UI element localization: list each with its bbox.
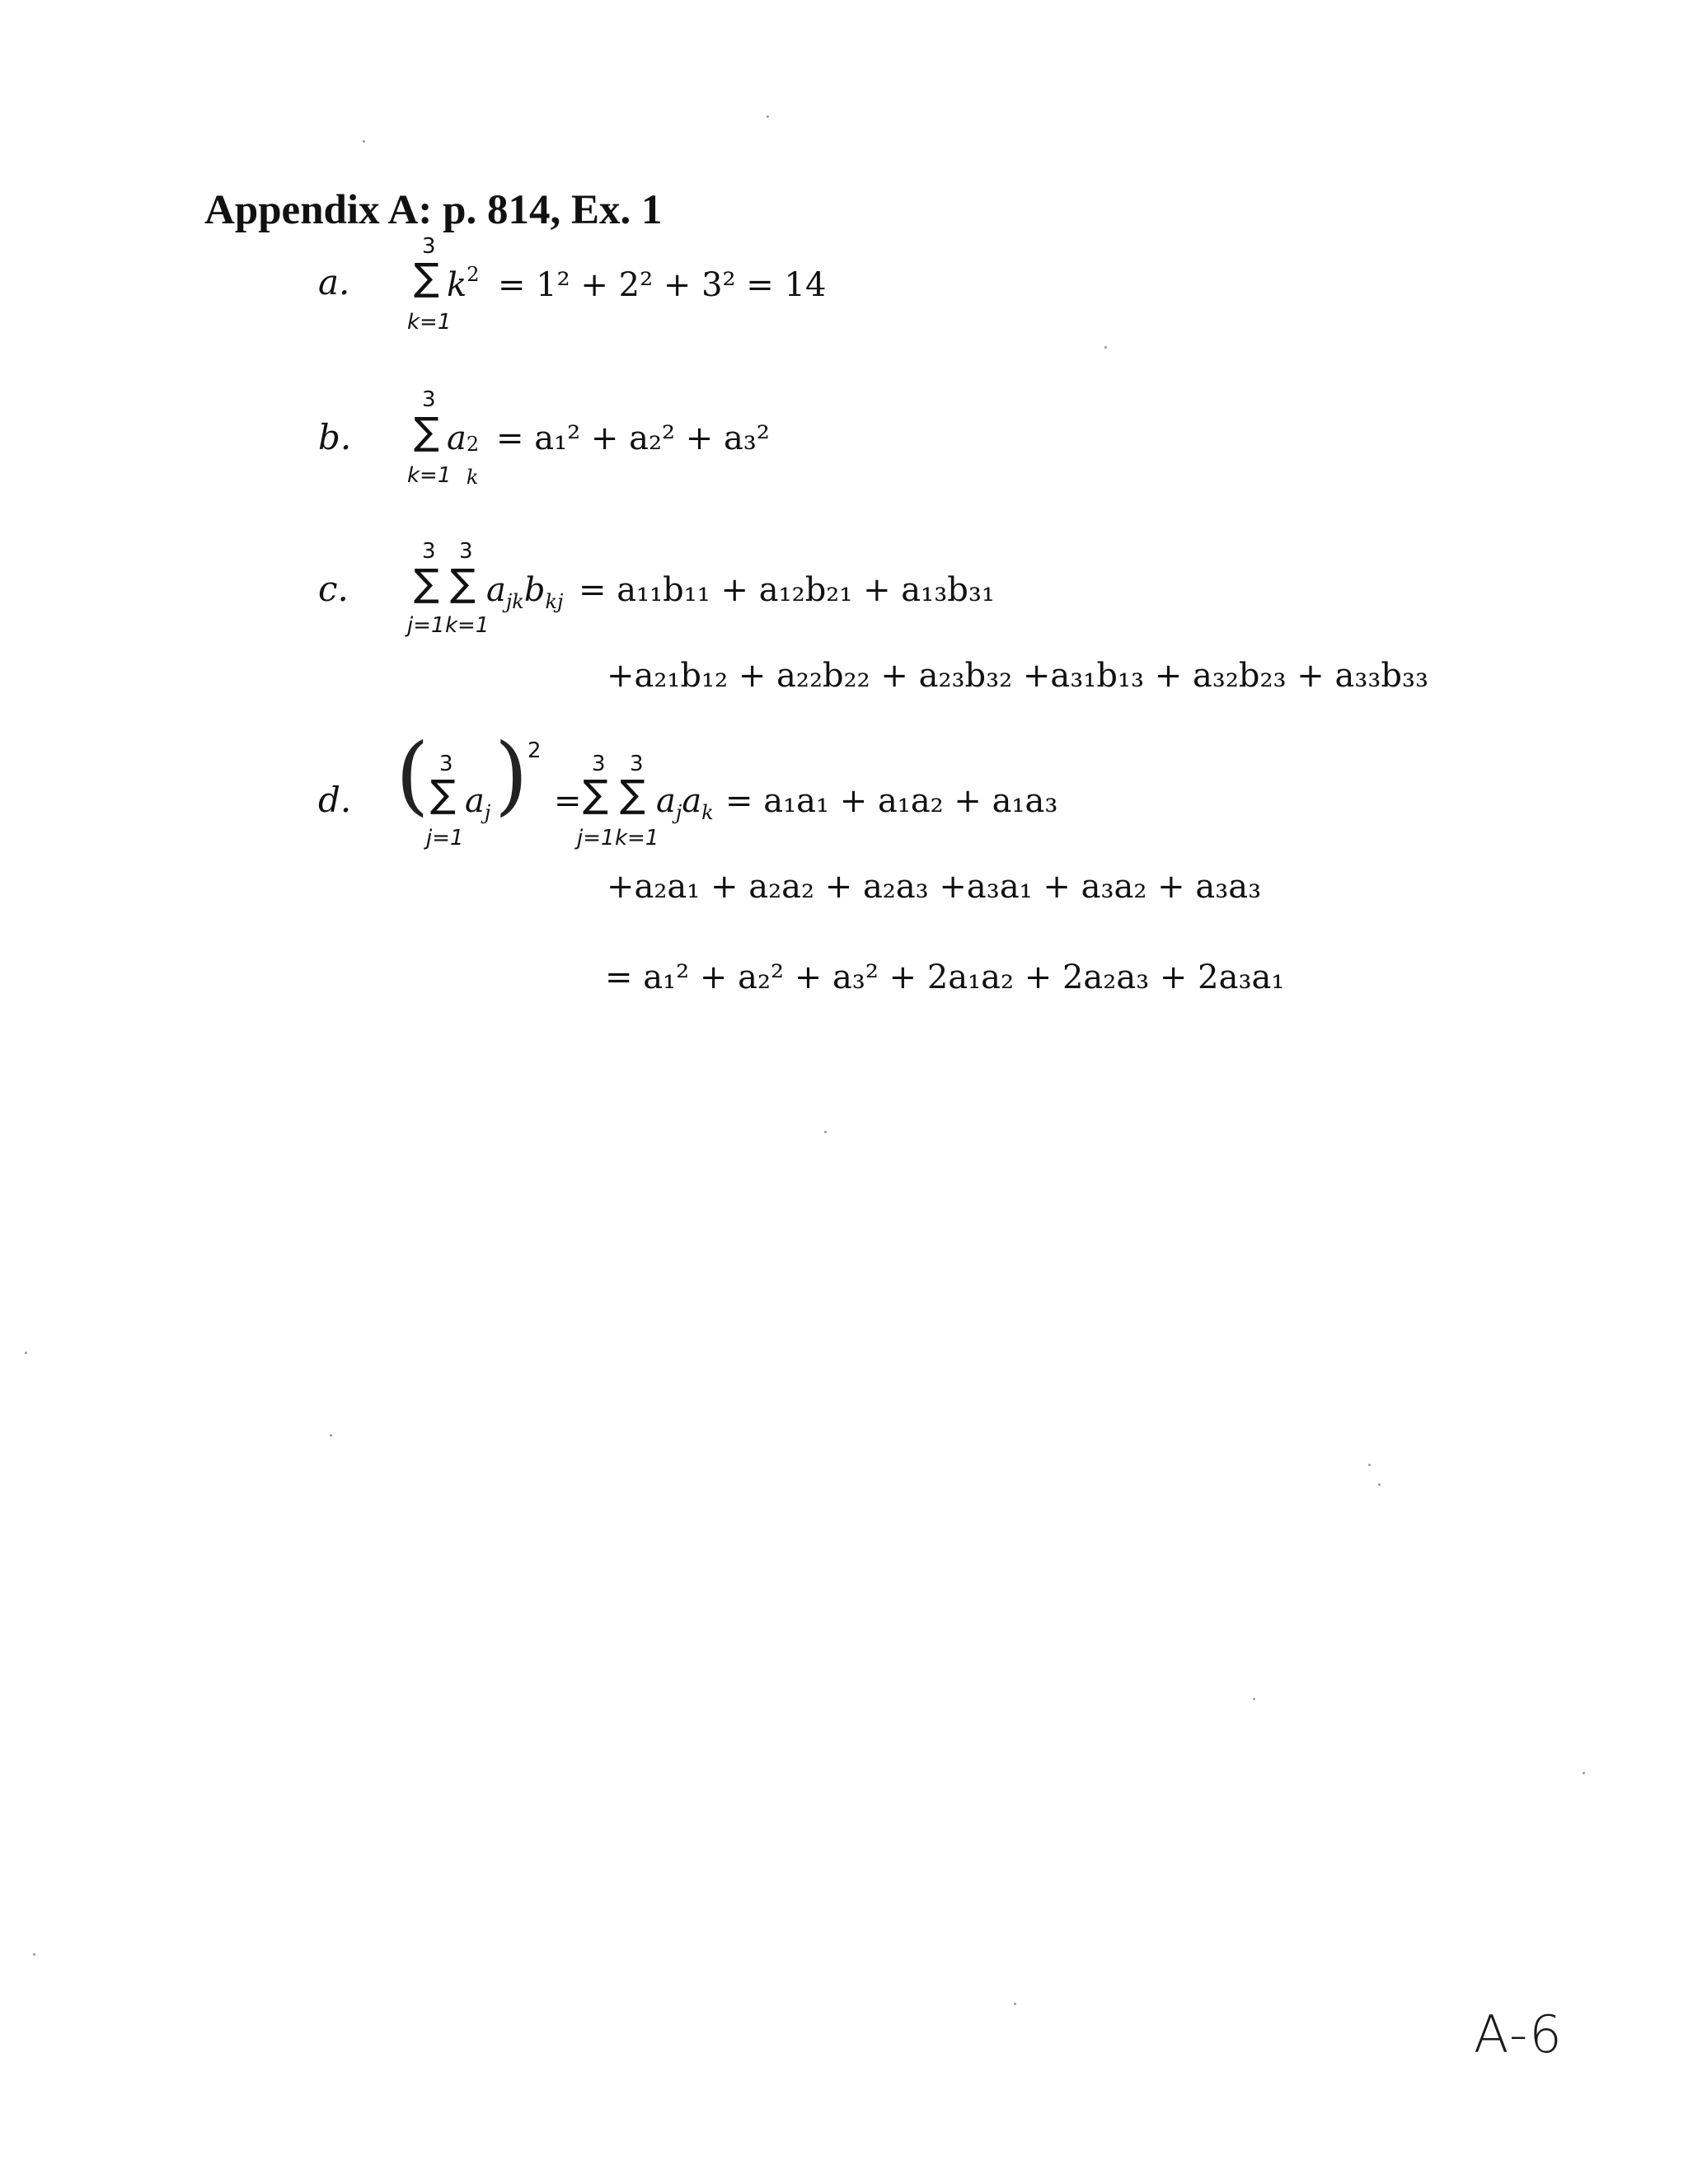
scan-speck — [1378, 1483, 1381, 1486]
sigma-icon: ∑ — [414, 560, 439, 605]
part-c-sum-lower-1: j=1 — [407, 613, 445, 638]
part-d-inner-lower: j=1 — [426, 826, 464, 851]
part-d-sum-upper-2: 3 — [630, 752, 644, 776]
part-c-sum-upper-1: 3 — [422, 539, 436, 564]
scan-speck — [1368, 1464, 1371, 1466]
sigma-icon: ∑ — [414, 255, 439, 299]
part-a-rhs: = 1² + 2² + 3² = 14 — [498, 266, 827, 304]
scan-speck — [824, 1131, 827, 1133]
part-a-summand-exp: 2 — [467, 263, 480, 286]
part-d-line1: = a₁a₁ + a₁a₂ + a₁a₃ — [725, 782, 1058, 820]
part-b-summand-var: a — [447, 419, 467, 457]
scan-speck — [1014, 2003, 1016, 2005]
sigma-icon: ∑ — [414, 409, 439, 453]
part-d-sum-lower-1: j=1 — [577, 826, 615, 851]
part-d-summand: $a_ja_k$ — [656, 782, 714, 824]
part-d-outer-exp: 2 — [528, 738, 542, 763]
part-c-line2: +a₂₁b₁₂ + a₂₂b₂₂ + a₂₃b₃₂ +a₃₁b₁₃ + a₃₂b₂₃ + a₃₃b₃₃ — [607, 657, 1429, 695]
part-d-sum-upper-1: 3 — [592, 752, 606, 776]
sigma-icon: ∑ — [620, 771, 645, 816]
part-b-rhs: = a₁² + a₂² + a₃² — [496, 419, 770, 457]
part-d-equals: = — [554, 782, 582, 820]
part-c-summand: $a_{jk}b_{kj}$ — [486, 571, 564, 613]
part-d-line2: +a₂a₁ + a₂a₂ + a₂a₃ +a₃a₁ + a₃a₂ + a₃a₃ — [607, 868, 1262, 906]
part-c-sum-lower-2: k=1 — [445, 613, 490, 638]
right-paren: ) — [495, 724, 528, 825]
part-b-sum-lower: k=1 — [407, 463, 452, 488]
scan-speck — [1582, 1772, 1585, 1774]
scan-speck — [767, 115, 769, 118]
page-number: A-6 — [1474, 2004, 1564, 2064]
part-a-sum-upper: 3 — [422, 234, 436, 259]
scan-speck — [33, 1953, 35, 1956]
scan-speck — [330, 1434, 332, 1436]
sigma-icon: ∑ — [430, 771, 456, 816]
part-a-summand-var: k — [447, 266, 467, 304]
part-d-inner-summand: $a_j$ — [465, 782, 491, 824]
part-d-sum-lower-2: k=1 — [615, 826, 659, 851]
part-d-line3: = a₁² + a₂² + a₃² + 2a₁a₂ + 2a₂a₃ + 2a₃a₁ — [605, 958, 1285, 996]
scan-speck — [25, 1352, 27, 1354]
part-a-summand — [447, 263, 480, 304]
sigma-icon: ∑ — [583, 771, 608, 816]
scan-speck — [1253, 1698, 1255, 1700]
page-title: Appendix A: p. 814, Ex. 1 — [204, 187, 663, 233]
part-a-sum-lower: k=1 — [407, 310, 452, 335]
part-b-summand: a 2 k — [447, 419, 480, 489]
part-d-inner-upper: 3 — [439, 752, 453, 776]
part-c-line1: = a₁₁b₁₁ + a₁₂b₂₁ + a₁₃b₃₁ — [579, 571, 995, 609]
part-c-label: c. — [318, 569, 349, 609]
sigma-icon: ∑ — [450, 560, 476, 605]
scan-speck — [1104, 346, 1107, 349]
left-paren: ( — [396, 724, 429, 825]
part-b-sum-upper: 3 — [422, 387, 436, 412]
part-a-label: a. — [318, 262, 350, 302]
part-c-sum-upper-2: 3 — [459, 539, 473, 564]
scan-speck — [363, 140, 365, 143]
part-d-label: d. — [318, 780, 352, 820]
part-b-label: b. — [318, 417, 352, 457]
